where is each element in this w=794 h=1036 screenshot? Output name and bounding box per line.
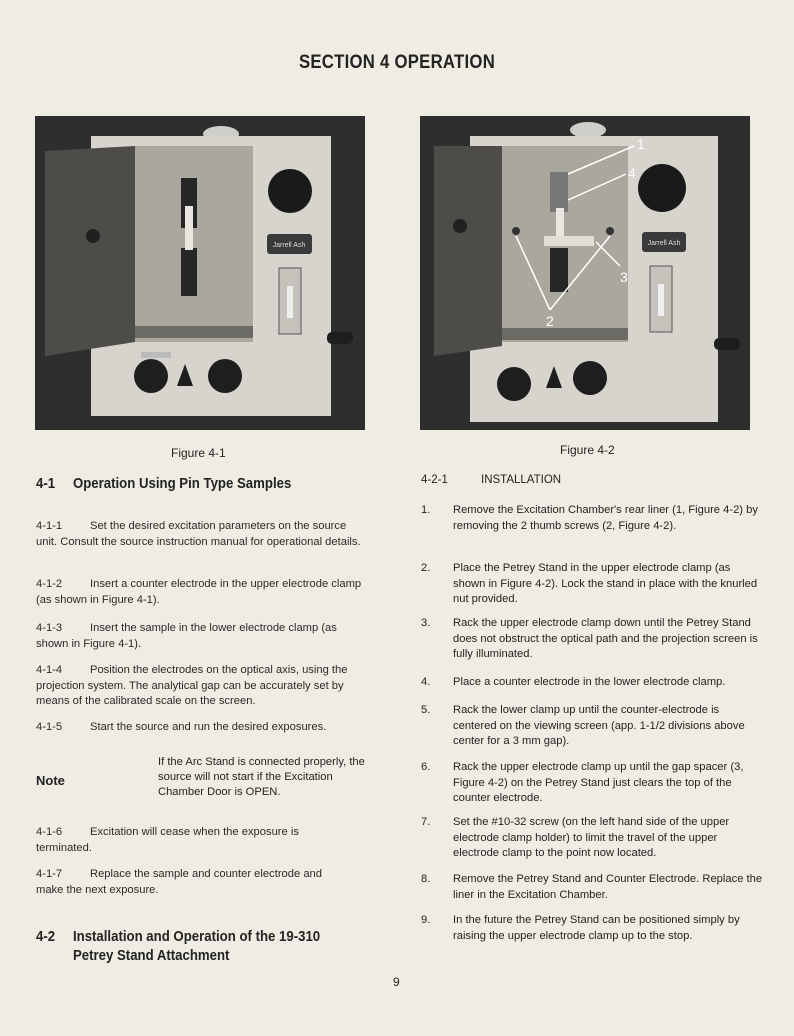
paragraph-number: 4-1-5 [36,721,63,733]
figure-4-1-caption: Figure 4-1 [171,446,226,460]
step-text: Remove the Excitation Chamber's rear liner (1, Figure 4-2) by removing the 2 thumb screws (2, Figure 4-2). [453,504,758,532]
brand-label-2: Jarrell Ash [647,240,681,247]
step-text: Set the #10-32 screw (on the left hand side of the upper electrode clamp holder) to limit the travel of the upper electrode clamp to the point now located. [453,816,730,859]
paragraph-number: 4-1-4 [36,664,63,676]
step-text: Place a counter electrode in the lower electrode clamp. [453,676,726,688]
step-text: Remove the Petrey Stand and Counter Electrode. Replace the liner in the Excitation Chamber. [453,873,763,901]
section-4-2-heading [36,927,320,965]
section-title-line2: Petrey Stand Attachment [72,947,230,964]
step-number: 5. [421,704,431,716]
note-text: If the Arc Stand is connected properly, the source will not start if the Excitation Chamber Door is OPEN. [158,756,365,798]
paragraph-number: 4-1-6 [36,826,63,838]
figure-4-2-caption: Figure 4-2 [560,443,615,457]
step-text: In the future the Petrey Stand can be positioned simply by raising the upper electrode clamp up to the stop. [453,914,740,942]
step-number: 9. [421,914,431,926]
paragraph-text: Start the source and run the desired exposures. [90,721,327,733]
paragraph-4-1-2 [36,577,366,608]
page-title: SECTION 4 OPERATION [298,52,496,73]
step-number: 8. [421,873,431,885]
section-title-line1: Installation and Operation of the 19-310 [72,928,321,945]
step-number: 6. [421,761,431,773]
paragraph-text: Excitation will cease when the exposure is terminated. [36,826,299,854]
step-number: 1. [421,504,431,516]
paragraph-text: Position the electrodes on the optical axis, using the projection system. The analytical gap can be accurately set by means of the calibrated scale on the screen. [36,664,348,707]
paragraph-number: 4-1-3 [36,622,63,634]
paragraph-4-1-7 [36,867,351,898]
page-number: 9 [393,975,400,989]
brand-label: Jarrell Ash [272,242,306,249]
paragraph-number: 4-1-7 [36,868,63,880]
figure-4-2-photo [420,116,750,430]
section-4-1-heading [36,474,291,493]
paragraph-4-1-5 [36,720,366,736]
figure-4-1-photo [35,116,365,430]
installation-title: INSTALLATION [481,474,562,486]
section-number: 4-2 [36,928,56,945]
paragraph-text: Insert a counter electrode in the upper electrode clamp (as shown in Figure 4-1). [36,578,362,606]
section-title: Operation Using Pin Type Samples [72,475,292,492]
installation-number: 4-2-1 [421,474,448,486]
paragraph-text: Replace the sample and counter electrode and make the next exposure. [36,868,322,896]
paragraph-text: Insert the sample in the lower electrode clamp (as shown in Figure 4-1). [36,622,337,650]
step-text: Rack the upper electrode clamp up until the gap spacer (3, Figure 4-2) on the Petrey Stand just clears the top of the counter electrode. [453,761,744,804]
note-label: Note [36,773,65,788]
section-number: 4-1 [36,475,56,492]
paragraph-4-1-1 [36,519,366,550]
step-number: 4. [421,676,431,688]
paragraph-4-1-6 [36,825,336,856]
callout-3: 3 [620,269,628,285]
paragraph-4-1-4 [36,663,366,710]
step-number: 2. [421,562,431,574]
callout-2: 2 [546,313,554,329]
installation-heading [421,474,561,486]
paragraph-text: Set the desired excitation parameters on the source unit. Consult the source instruction manual for operational details. [36,520,361,548]
paragraph-4-1-3 [36,621,354,652]
step-text: Place the Petrey Stand in the upper electrode clamp (as shown in Figure 4-2). Lock the stand in place with the knurled nut provided. [453,562,758,605]
step-number: 3. [421,617,431,629]
callout-1: 1 [637,136,645,152]
paragraph-number: 4-1-1 [36,520,63,532]
paragraph-number: 4-1-2 [36,578,63,590]
callout-4: 4 [628,165,636,181]
step-text: Rack the lower clamp up until the counter-electrode is centered on the viewing screen (app. 1-1/2 divisions above center for a 3 mm gap). [453,704,745,747]
step-number: 7. [421,816,431,828]
step-text: Rack the upper electrode clamp down until the Petrey Stand does not obstruct the optical path and the projection screen is fully illuminated. [453,617,758,660]
